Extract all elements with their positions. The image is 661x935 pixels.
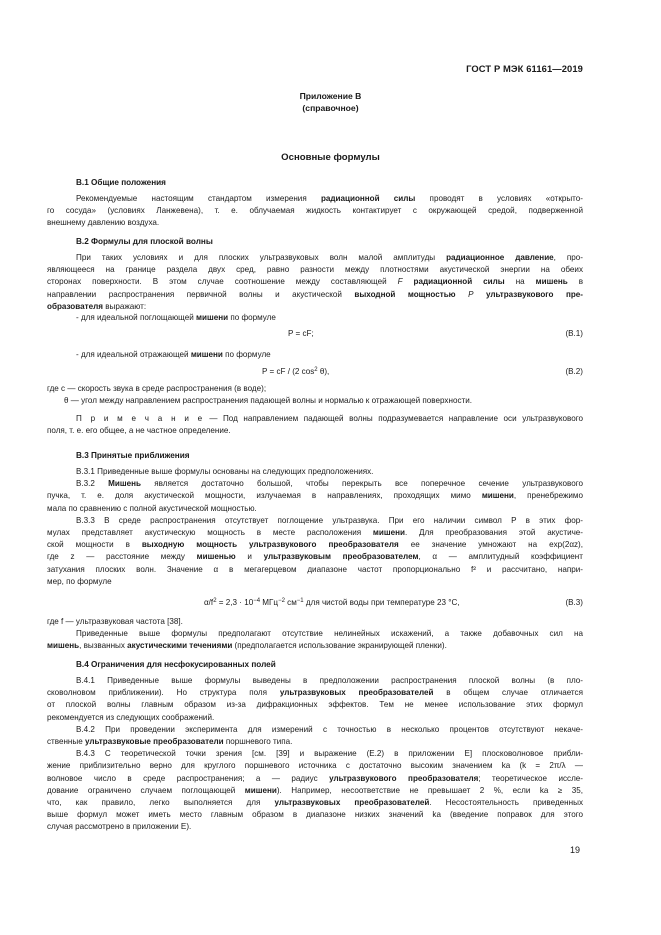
paragraph-b2: При таких условиях и для плоских ультразвуковых волн малой амплитуды радиационное давление, про- являющееся на границе раздела двух сред, равно разности между плотностями акустической энергии на обеих сторонах поверхности. В этом случае соотношение между составляющей F радиационной силы на мишень в направлении распространения первичной волны и акустической выходной мощностью P ультразвукового пре- образователя выражают: — [47, 253, 584, 311]
ideal-reflecting-target-text: - для идеальной отражающей мишени по формуле — [76, 350, 271, 359]
annex-subtitle: (справочное) — [302, 103, 359, 113]
formula-b2: P = cF / (2 $\cos^2 \theta$), — [262, 367, 330, 376]
standard-number: ГОСТ Р МЭК 61161—2019 — [466, 63, 583, 74]
paragraph-b3-after: где f — ультразвуковая частота [38]. Приведенные выше формулы предполагают отсутствие нелинейных искажений, а также добавочных сил на мишень, вызванных акустическими течениями (предполагается использование экранирующей пленки). — [47, 617, 583, 651]
formula-b1: P = cF; — [288, 329, 314, 338]
section-heading-b1: В.1 Общие положения — [76, 178, 166, 187]
page-number: 19 — [569, 845, 580, 855]
formula-b3: $\alpha/f^2 = 2,3 \cdot 10^{-4}$ МГц$^{-2}$ $см^{-1}$ для чистой воды при температуре 23 °С, — [204, 598, 460, 607]
ideal-absorbing-target-text: - для идеальной поглощающей мишени по формуле — [76, 313, 276, 322]
section-heading-b4: В.4 Ограничения для несфокусированных полей — [76, 660, 276, 669]
where-theta-text: θ — угол между направлением распространения падающей волны и нормалью к отражающей поверхности. — [64, 396, 472, 405]
formula-b1-number: (В.1) — [565, 329, 583, 338]
section-heading-b3: В.3 Принятые приближения — [76, 451, 190, 460]
where-c-text: где c — скорость звука в среде распространения (в воде); — [47, 384, 267, 393]
note-b2: П р и м е ч а н и е — Под направлением падающей волны подразумевается направление оси ультразвукового поля, т. е. его общее, а не частное определение. — [47, 414, 583, 436]
paragraph-b3: В.3.1 Приведенные выше формулы основаны на следующих предположениях. В.3.2 Мишень является достаточно большой, чтобы перекрыть все поперечное сечение ультразвукового пучка, т. е. доля акустической мощности, излучаемая в направлениях, проходящих мимо мишени, пренебрежимо мала по сравнению с полной акустической мощностью. В.3.3 В среде распространения отсутствует поглощение ультразвука. При его наличии символ P в этих фор- мулах представляет акустическую мощность в месте расположения мишени. Для преобразования этой акустиче- ской мощности в выходную мощность ультразвукового преобразователя ее значение умножают на exp(2αz), где z — расстояние между мишенью и ультразвуковым преобразователем, α — амплитудный коэффициент затухания плоских волн. Значение α в мегагерцевом диапазоне частот пропорционально f² и рассчитано, напри- мер, по формуле — [47, 467, 584, 586]
paragraph-b1: Рекомендуемые настоящим стандартом измерения радиационной силы проводят в условиях «открыто- го сосуда» (условиях Ланжевена), т. е. облучаемая жидкость контактирует с окружающей средой, подверженной внешнему давлению воздуха. — [47, 194, 583, 228]
annex-title: Приложение В — [299, 91, 362, 101]
page-title: Основные формулы — [281, 152, 380, 163]
section-heading-b2: В.2 Формулы для плоской волны — [76, 237, 213, 246]
formula-b2-number: (В.2) — [565, 367, 583, 376]
annex-heading — [0, 90, 661, 114]
formula-b3-number: (В.3) — [565, 598, 583, 607]
paragraph-b4: В.4.1 Приведенные выше формулы выведены в предположении распространения плоской волны (в пло- сковолновом приближении). Но структура поля ультразвуковых преобразователей в общем случае отличается от плоской волны главным образом из-за дифракционных эффектов. Тем не менее использование этих формул рекомендуется из следующих соображений. В.4.2 При проведении эксперимента для измерений с точностью в несколько процентов отсутствуют некаче- ственные ультразвуковые преобразователи поршневого типа. В.4.3 С теоретической точки зрения [см. [39] и выражение (Е.2) в приложении Е] плосковолновое прибли- жение приблизительно верно для круглого поршневого источника с достаточно высоким значением ka (k = 2π/λ — волновое число в среде распространения; a — радиус ультразвукового преобразователя; теоретическое иссле- дование ограничено случаем поглощающей мишени). Например, несоответствие не превышает 2 %, если ka ≥ 35, что, как правило, легко выполняется для ультразвуковых преобразователей. Несостоятельность приведенных выше формул может иметь место главным образом в диапазоне низких значений ka (введение поправок для этого случая рассмотрено в приложении Е). — [47, 676, 584, 832]
